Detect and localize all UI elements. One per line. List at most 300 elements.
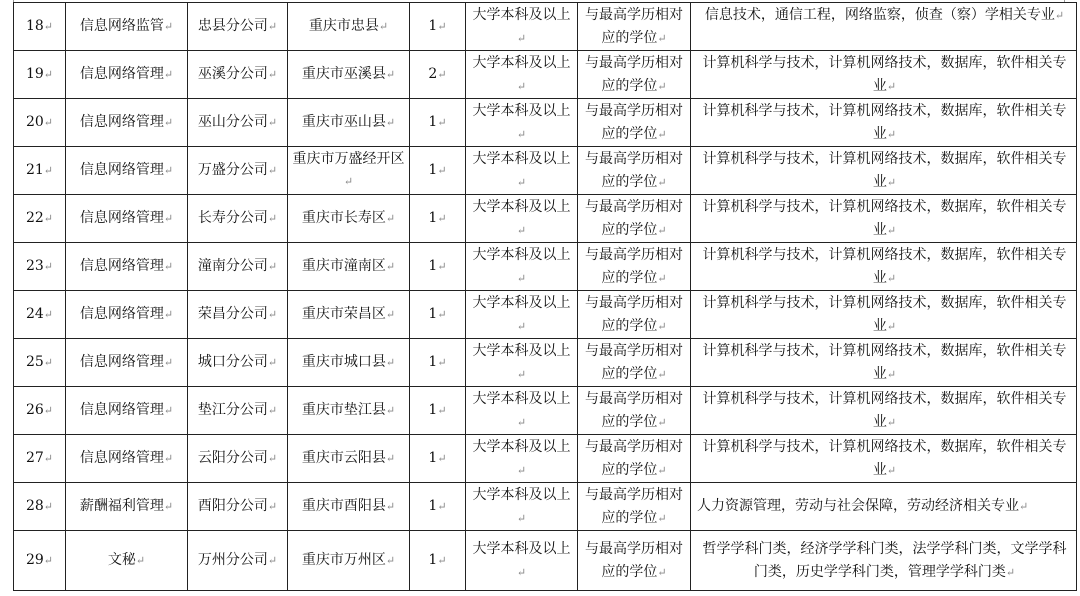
paragraph-mark: ↵ [43,163,54,177]
paragraph-mark: ↵ [43,307,54,321]
work-location: 重庆市荣昌区 [301,305,386,322]
education-requirement: 大学本科及以上 [472,55,571,71]
position-name: 信息网络管理 [79,161,164,178]
row-number-cell [14,243,66,291]
hire-count: 1 [428,113,438,130]
major-requirement: 计算机科学与技术，计算机网络技术，数据库，软件相关专业 [702,295,1067,334]
major-requirement-cell [691,195,1077,243]
paragraph-mark: ↵ [437,259,447,273]
position-name: 薪酬福利管理 [79,497,164,514]
education-requirement: 大学本科及以上 [472,295,571,311]
paragraph-mark: ↵ [163,451,174,465]
position-name: 信息网络管理 [79,449,164,466]
row-number: 28 [25,497,44,514]
row-number: 19 [25,65,44,82]
table-row [14,243,1077,291]
paragraph-mark: ↵ [437,115,447,129]
row-number: 21 [25,161,44,178]
major-requirement-cell [691,3,1077,51]
paragraph-mark: ↵ [886,367,897,381]
row-number-cell [14,531,66,591]
major-requirement: 信息技术，通信工程，网络监察，侦查（察）学相关专业 [704,7,1055,23]
degree-requirement-cell [578,51,691,99]
paragraph-mark: ↵ [657,223,667,237]
paragraph-mark: ↵ [1054,9,1065,22]
major-requirement: 计算机科学与技术，计算机网络技术，数据库，软件相关专业 [702,391,1067,430]
hire-count-cell [410,195,466,243]
hire-count: 1 [428,449,438,466]
work-location: 重庆市城口县 [301,353,386,370]
paragraph-mark: ↵ [163,355,174,369]
table-body [14,3,1077,591]
position-name: 信息网络管理 [79,401,164,418]
row-number: 22 [25,209,44,226]
hire-count: 1 [428,161,438,178]
paragraph-mark: ↵ [516,319,527,333]
row-number: 18 [25,17,44,34]
paragraph-mark: ↵ [437,211,447,225]
position-name: 信息网络管理 [79,353,164,370]
unit-name-cell [188,147,288,195]
hire-count-cell [410,291,466,339]
hire-count: 1 [428,401,438,418]
degree-requirement-cell [578,3,691,51]
table-row [14,291,1077,339]
education-requirement-cell [466,387,578,435]
paragraph-mark: ↵ [267,307,278,321]
work-location: 重庆市酉阳县 [301,497,386,514]
hire-count: 2 [428,65,438,82]
paragraph-mark: ↵ [43,553,54,567]
unit-name-cell [188,99,288,147]
row-number: 25 [25,353,44,370]
paragraph-mark: ↵ [886,175,897,189]
work-location: 重庆市万盛经开区 [292,150,405,167]
paragraph-mark: ↵ [43,403,54,417]
degree-requirement: 与最高学历相对应的学位 [585,391,683,430]
major-requirement-cell [691,435,1077,483]
major-requirement: 计算机科学与技术，计算机网络技术，数据库，软件相关专业 [702,103,1067,142]
hire-count: 1 [428,497,438,514]
education-requirement: 大学本科及以上 [472,7,571,23]
row-number-cell [14,195,66,243]
major-requirement: 哲学学科门类，经济学学科门类，法学学科门类，文学学科门类，历史学学科门类，管理学学科门类 [702,541,1067,580]
paragraph-mark: ↵ [385,211,396,225]
paragraph-mark: ↵ [1005,565,1016,579]
unit-name: 潼南分公司 [197,257,268,274]
row-number: 27 [25,449,44,466]
position-name-cell [66,51,188,99]
paragraph-mark: ↵ [43,259,54,273]
degree-requirement: 与最高学历相对应的学位 [585,343,683,382]
paragraph-mark: ↵ [657,319,667,333]
row-number: 23 [25,257,44,274]
major-requirement-cell [691,531,1077,591]
major-requirement-cell [691,243,1077,291]
unit-name-cell [188,339,288,387]
major-requirement: 计算机科学与技术，计算机网络技术，数据库，软件相关专业 [702,439,1067,478]
paragraph-mark: ↵ [43,67,54,81]
education-requirement-cell [466,51,578,99]
paragraph-mark: ↵ [163,163,174,177]
position-name-cell [66,195,188,243]
major-requirement: 计算机科学与技术，计算机网络技术，数据库，软件相关专业 [702,247,1067,286]
major-requirement: 计算机科学与技术，计算机网络技术，数据库，软件相关专业 [702,343,1067,382]
paragraph-mark: ↵ [385,307,396,321]
work-location: 重庆市长寿区 [301,209,386,226]
education-requirement: 大学本科及以上 [472,151,571,167]
work-location-cell [288,99,410,147]
work-location: 重庆市垫江县 [301,401,386,418]
position-name-cell [66,291,188,339]
row-number: 20 [25,113,44,130]
position-name-cell [66,435,188,483]
paragraph-mark: ↵ [267,163,278,177]
position-name: 信息网络管理 [79,113,164,130]
education-requirement: 大学本科及以上 [472,541,571,557]
paragraph-mark: ↵ [886,271,897,285]
paragraph-mark: ↵ [516,367,527,381]
major-requirement-cell [691,483,1077,531]
row-number: 24 [25,305,44,322]
education-requirement-cell [466,291,578,339]
row-number-cell [14,3,66,51]
paragraph-mark: ↵ [437,67,447,81]
paragraph-mark: ↵ [516,463,527,477]
work-location: 重庆市巫溪县 [301,65,386,82]
paragraph-mark: ↵ [43,355,54,369]
unit-name-cell [188,243,288,291]
table-row [14,387,1077,435]
hire-count-cell [410,51,466,99]
unit-name: 酉阳分公司 [197,497,268,514]
degree-requirement: 与最高学历相对应的学位 [585,55,683,94]
paragraph-mark: ↵ [163,19,174,33]
paragraph-mark: ↵ [657,367,667,381]
paragraph-mark: ↵ [516,79,527,93]
hire-count: 1 [428,305,438,322]
work-location-cell [288,291,410,339]
table-row [14,339,1077,387]
degree-requirement: 与最高学历相对应的学位 [585,199,683,238]
degree-requirement: 与最高学历相对应的学位 [585,295,683,334]
position-name-cell [66,3,188,51]
degree-requirement-cell [578,195,691,243]
degree-requirement-cell [578,99,691,147]
row-number-cell [14,147,66,195]
paragraph-mark: ↵ [267,499,278,513]
paragraph-mark: ↵ [657,463,667,477]
hire-count: 1 [428,17,438,34]
major-requirement: 计算机科学与技术，计算机网络技术，数据库，软件相关专业 [702,151,1067,190]
unit-name-cell [188,483,288,531]
hire-count-cell [410,3,466,51]
paragraph-mark: ↵ [657,31,667,45]
paragraph-mark: ↵ [657,511,667,525]
education-requirement-cell [466,339,578,387]
unit-name-cell [188,387,288,435]
paragraph-mark: ↵ [437,499,447,513]
unit-name: 垫江分公司 [197,401,268,418]
paragraph-mark: ↵ [385,259,396,273]
paragraph-mark: ↵ [43,451,54,465]
table-row [14,51,1077,99]
unit-name-cell [188,195,288,243]
row-number-cell [14,339,66,387]
work-location: 重庆市云阳县 [301,449,386,466]
paragraph-mark: ↵ [163,499,174,513]
paragraph-mark: ↵ [43,115,54,129]
unit-name: 城口分公司 [197,353,268,370]
position-name-cell [66,99,188,147]
education-requirement-cell [466,435,578,483]
position-name: 信息网络监管 [79,17,164,34]
paragraph-mark: ↵ [886,415,897,429]
paragraph-mark: ↵ [437,163,447,177]
paragraph-mark: ↵ [516,31,527,45]
work-location-cell [288,483,410,531]
major-requirement-cell [691,99,1077,147]
paragraph-mark: ↵ [385,499,396,513]
degree-requirement-cell [578,387,691,435]
education-requirement-cell [466,531,578,591]
paragraph-mark: ↵ [385,553,396,567]
unit-name: 巫溪分公司 [197,65,268,82]
degree-requirement-cell [578,147,691,195]
hire-count: 1 [428,209,438,226]
position-name-cell [66,147,188,195]
education-requirement-cell [466,147,578,195]
position-name-cell [66,243,188,291]
education-requirement: 大学本科及以上 [472,487,571,503]
paragraph-mark: ↵ [163,211,174,225]
hire-count-cell [410,147,466,195]
work-location: 重庆市忠县 [308,17,379,34]
position-name: 信息网络管理 [79,65,164,82]
unit-name-cell [188,435,288,483]
education-requirement-cell [466,483,578,531]
paragraph-mark: ↵ [886,223,897,237]
major-requirement: 计算机科学与技术，计算机网络技术，数据库，软件相关专业 [702,199,1067,238]
table-row [14,99,1077,147]
paragraph-mark: ↵ [267,259,278,273]
unit-name: 万州分公司 [197,551,268,568]
paragraph-mark: ↵ [516,511,527,525]
paragraph-mark: ↵ [267,355,278,369]
education-requirement: 大学本科及以上 [472,391,571,407]
hire-count-cell [410,531,466,591]
hire-count-cell [410,243,466,291]
education-requirement-cell [466,3,578,51]
paragraph-mark: ↵ [267,19,278,33]
hire-count: 1 [428,551,438,568]
paragraph-mark: ↵ [267,451,278,465]
work-location: 重庆市潼南区 [301,257,386,274]
paragraph-mark: ↵ [43,211,54,225]
row-number-cell [14,387,66,435]
paragraph-mark: ↵ [437,553,447,567]
paragraph-mark: ↵ [163,67,174,81]
paragraph-mark: ↵ [886,127,897,141]
paragraph-mark: ↵ [163,403,174,417]
paragraph-mark: ↵ [267,115,278,129]
paragraph-mark: ↵ [385,67,396,81]
education-requirement: 大学本科及以上 [472,103,571,119]
degree-requirement-cell [578,243,691,291]
degree-requirement: 与最高学历相对应的学位 [585,439,683,478]
paragraph-mark: ↵ [516,175,527,189]
education-requirement-cell [466,243,578,291]
major-requirement: 计算机科学与技术，计算机网络技术，数据库，软件相关专业 [702,55,1067,94]
degree-requirement: 与最高学历相对应的学位 [585,151,683,190]
unit-name: 万盛分公司 [197,161,268,178]
education-requirement: 大学本科及以上 [472,439,571,455]
paragraph-mark: ↵ [437,403,447,417]
paragraph-mark: ↵ [657,79,667,93]
paragraph-mark: ↵ [657,175,667,189]
degree-requirement-cell [578,435,691,483]
paragraph-mark: ↵ [378,19,389,33]
paragraph-mark: ↵ [135,553,146,567]
hire-count-cell [410,387,466,435]
work-location-cell [288,3,410,51]
paragraph-mark: ↵ [657,127,667,141]
table-row [14,3,1077,51]
position-name-cell [66,339,188,387]
unit-name: 荣昌分公司 [197,305,268,322]
position-name: 信息网络管理 [79,305,164,322]
position-name-cell [66,531,188,591]
table-row [14,195,1077,243]
work-location-cell [288,243,410,291]
paragraph-mark: ↵ [385,403,396,417]
major-requirement: 人力资源管理，劳动与社会保障，劳动经济相关专业 [697,498,1019,515]
row-number: 26 [25,401,44,418]
table-row [14,147,1077,195]
paragraph-mark: ↵ [516,223,527,237]
paragraph-mark: ↵ [657,565,667,579]
work-location-cell [288,147,410,195]
position-name: 文秘 [107,551,136,568]
hire-count-cell [410,435,466,483]
major-requirement-cell [691,339,1077,387]
paragraph-mark: ↵ [343,175,354,188]
unit-name-cell [188,531,288,591]
row-number-cell [14,291,66,339]
paragraph-mark: ↵ [1019,500,1029,514]
row-number-cell [14,51,66,99]
paragraph-mark: ↵ [163,115,174,129]
unit-name-cell [188,51,288,99]
paragraph-mark: ↵ [267,553,278,567]
degree-requirement-cell [578,531,691,591]
table-row [14,483,1077,531]
hire-count: 1 [428,353,438,370]
work-location-cell [288,51,410,99]
row-number-cell [14,435,66,483]
paragraph-mark: ↵ [163,259,174,273]
unit-name-cell [188,3,288,51]
unit-name: 长寿分公司 [197,209,268,226]
hire-count-cell [410,483,466,531]
paragraph-mark: ↵ [886,319,897,333]
work-location-cell [288,339,410,387]
unit-name: 云阳分公司 [197,449,268,466]
paragraph-mark: ↵ [267,67,278,81]
education-requirement: 大学本科及以上 [472,343,571,359]
work-location-cell [288,195,410,243]
degree-requirement: 与最高学历相对应的学位 [585,247,683,286]
education-requirement-cell [466,99,578,147]
major-requirement-cell [691,147,1077,195]
position-name-cell [66,387,188,435]
row-number: 29 [25,551,44,568]
position-name: 信息网络管理 [79,209,164,226]
paragraph-mark: ↵ [43,499,54,513]
paragraph-mark: ↵ [516,415,527,429]
hire-count-cell [410,99,466,147]
row-number-cell [14,99,66,147]
paragraph-mark: ↵ [886,463,897,477]
education-requirement: 大学本科及以上 [472,247,571,263]
unit-name: 忠县分公司 [197,17,268,34]
table-row [14,531,1077,591]
degree-requirement: 与最高学历相对应的学位 [585,487,683,526]
paragraph-mark: ↵ [516,127,527,141]
degree-requirement: 与最高学历相对应的学位 [585,103,683,142]
paragraph-mark: ↵ [385,451,396,465]
degree-requirement: 与最高学历相对应的学位 [585,7,683,46]
paragraph-mark: ↵ [657,271,667,285]
position-name: 信息网络管理 [79,257,164,274]
paragraph-mark: ↵ [886,79,897,93]
paragraph-mark: ↵ [437,307,447,321]
work-location: 重庆市巫山县 [301,113,386,130]
table-row [14,435,1077,483]
position-name-cell [66,483,188,531]
unit-name-cell [188,291,288,339]
work-location: 重庆市万州区 [301,551,386,568]
education-requirement-cell [466,195,578,243]
paragraph-mark: ↵ [385,355,396,369]
paragraph-mark: ↵ [657,415,667,429]
paragraph-mark: ↵ [267,211,278,225]
degree-requirement-cell [578,291,691,339]
paragraph-mark: ↵ [437,451,447,465]
unit-name: 巫山分公司 [197,113,268,130]
paragraph-mark: ↵ [385,115,396,129]
education-requirement: 大学本科及以上 [472,199,571,215]
work-location-cell [288,531,410,591]
paragraph-mark: ↵ [163,307,174,321]
hire-count: 1 [428,257,438,274]
paragraph-mark: ↵ [43,19,54,33]
degree-requirement-cell [578,483,691,531]
work-location-cell [288,435,410,483]
paragraph-mark: ↵ [437,355,447,369]
work-location-cell [288,387,410,435]
degree-requirement-cell [578,339,691,387]
major-requirement-cell [691,291,1077,339]
major-requirement-cell [691,387,1077,435]
paragraph-mark: ↵ [437,19,447,33]
row-number-cell [14,483,66,531]
degree-requirement: 与最高学历相对应的学位 [585,541,683,580]
paragraph-mark: ↵ [516,565,527,579]
major-requirement-cell [691,51,1077,99]
recruitment-table [13,2,1077,591]
paragraph-mark: ↵ [516,271,527,285]
